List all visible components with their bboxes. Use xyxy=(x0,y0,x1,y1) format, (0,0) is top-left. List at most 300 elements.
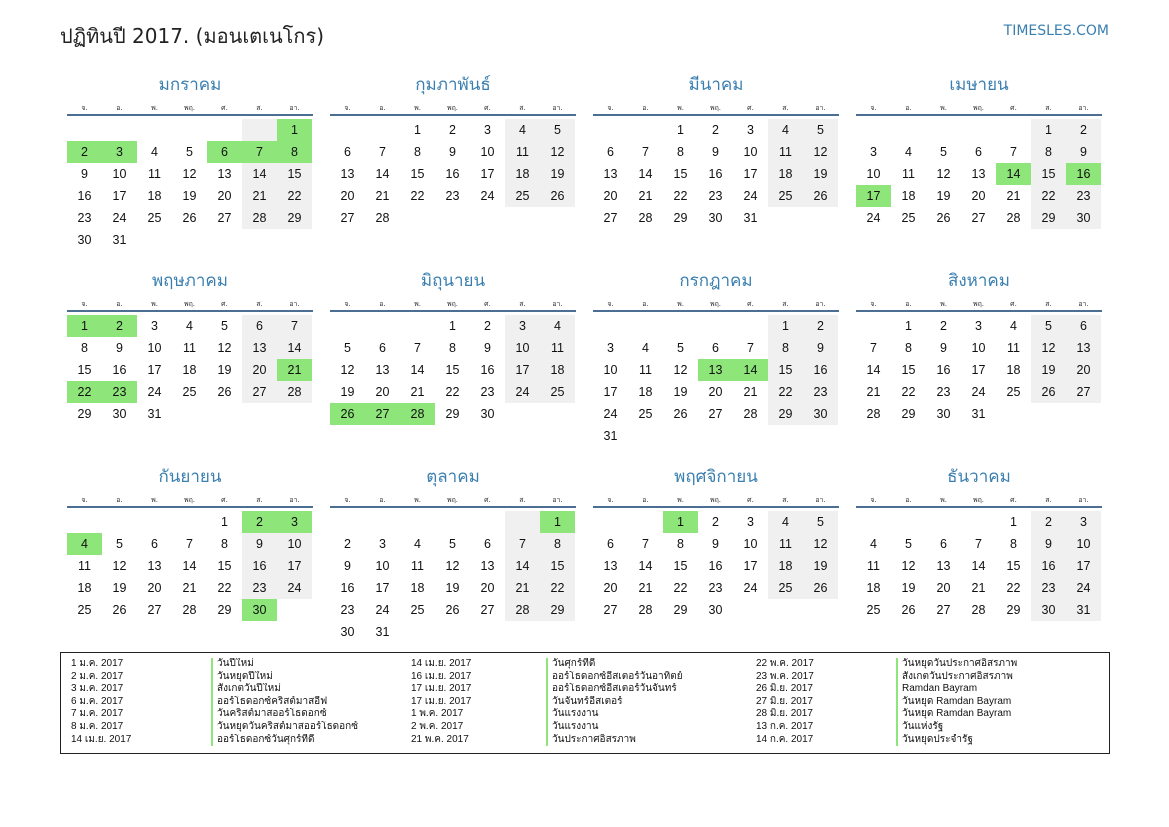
empty-day-cell xyxy=(242,403,277,425)
weekday-label: พ. xyxy=(677,104,684,112)
holiday-name: วันหยุดวันคริสต์มาสออร์โธดอกซ์ xyxy=(211,721,411,734)
day-cell: 14 xyxy=(996,163,1031,185)
day-cell: 29 xyxy=(540,599,575,621)
day-cell: 30 xyxy=(803,403,838,425)
empty-day-cell xyxy=(470,207,505,229)
weekday-label: จ. xyxy=(607,300,614,308)
empty-day-cell xyxy=(663,315,698,337)
day-cell: 8 xyxy=(81,341,88,355)
month-name: ธันวาคม xyxy=(947,467,1011,487)
day-cell: 16 xyxy=(708,559,723,573)
day-cell: 3 xyxy=(870,145,877,159)
weekday-header xyxy=(593,102,839,116)
day-cell: 9 xyxy=(712,537,719,551)
month-calendar xyxy=(856,70,1102,266)
day-cell: 13 xyxy=(603,559,618,573)
empty-day-cell xyxy=(540,403,575,425)
empty-day-cell xyxy=(435,511,470,533)
day-cell: 31 xyxy=(147,407,162,421)
weekday-label: ส. xyxy=(519,496,526,504)
day-cell: 17 xyxy=(277,555,312,577)
day-cell: 15 xyxy=(410,167,425,181)
day-cell: 6 xyxy=(207,141,242,163)
day-cell: 8 xyxy=(677,145,684,159)
empty-day-cell xyxy=(277,403,312,425)
month-name: กรกฎาคม xyxy=(679,271,753,291)
empty-day-cell xyxy=(996,403,1031,425)
weekday-label: จ. xyxy=(81,300,88,308)
weekday-label: ส. xyxy=(1045,496,1052,504)
day-cell: 24 xyxy=(743,189,758,203)
empty-day-cell xyxy=(277,599,312,621)
day-cell: 5 xyxy=(221,319,228,333)
empty-day-cell xyxy=(856,119,891,141)
empty-day-cell xyxy=(856,511,891,533)
day-cell: 7 xyxy=(414,341,421,355)
day-cell: 14 xyxy=(277,337,312,359)
holiday-name: ออร์โธดอกซ์วันศุกร์ที่ดี xyxy=(211,734,411,747)
day-cell: 21 xyxy=(1006,189,1021,203)
weekday-label: ศ. xyxy=(1010,104,1017,112)
day-cell: 22 xyxy=(1031,185,1066,207)
day-cell: 22 xyxy=(410,189,425,203)
day-cell: 21 xyxy=(743,385,758,399)
day-cell: 24 xyxy=(743,581,758,595)
day-cell: 12 xyxy=(445,559,460,573)
day-cell: 2 xyxy=(242,511,277,533)
weekday-label: อา. xyxy=(1078,104,1089,112)
weekday-label: จ. xyxy=(344,300,351,308)
day-cell: 12 xyxy=(901,559,916,573)
day-cell: 16 xyxy=(803,359,838,381)
day-cell: 19 xyxy=(901,581,916,595)
holiday-date: 28 มิ.ย. 2017 xyxy=(756,708,813,720)
day-cell: 28 xyxy=(971,603,986,617)
holiday-date: 16 เม.ย. 2017 xyxy=(411,670,472,682)
day-cell: 15 xyxy=(673,167,688,181)
empty-day-cell xyxy=(277,229,312,251)
month-name: มกราคม xyxy=(158,75,222,95)
holiday-date: 8 ม.ค. 2017 xyxy=(71,720,124,732)
day-cell: 22 xyxy=(768,381,803,403)
day-cell: 2 xyxy=(102,315,137,337)
month-calendar xyxy=(330,266,576,462)
weekday-label: ส. xyxy=(519,104,526,112)
holiday-date: 2 พ.ค. 2017 xyxy=(411,720,464,732)
day-cell: 10 xyxy=(1066,533,1101,555)
day-cell: 30 xyxy=(77,233,92,247)
empty-day-cell xyxy=(628,315,663,337)
empty-day-cell xyxy=(505,511,540,533)
day-cell: 16 xyxy=(936,363,951,377)
weekday-label: ส. xyxy=(782,104,789,112)
day-cell: 5 xyxy=(677,341,684,355)
holiday-name: วันปีใหม่ xyxy=(211,658,411,671)
weekday-label: พฤ. xyxy=(183,300,196,308)
day-cell: 5 xyxy=(1031,315,1066,337)
day-cell: 6 xyxy=(607,537,614,551)
day-cell: 28 xyxy=(400,403,435,425)
day-cell: 13 xyxy=(971,167,986,181)
weekday-header xyxy=(856,494,1102,508)
day-cell: 4 xyxy=(505,119,540,141)
day-grid xyxy=(593,315,839,447)
weekday-label: ส. xyxy=(256,300,263,308)
day-cell: 2 xyxy=(1066,119,1101,141)
day-cell: 29 xyxy=(277,207,312,229)
day-cell: 6 xyxy=(1066,315,1101,337)
weekday-label: อา. xyxy=(1078,300,1089,308)
weekday-label: จ. xyxy=(870,104,877,112)
day-cell: 14 xyxy=(375,167,390,181)
weekday-label: อ. xyxy=(642,104,649,112)
day-cell: 4 xyxy=(67,533,102,555)
day-cell: 5 xyxy=(449,537,456,551)
day-cell: 12 xyxy=(803,533,838,555)
empty-day-cell xyxy=(768,207,803,229)
day-cell: 18 xyxy=(147,189,162,203)
day-cell: 20 xyxy=(480,581,495,595)
day-cell: 28 xyxy=(1006,211,1021,225)
weekday-label: อา. xyxy=(552,104,563,112)
day-cell: 19 xyxy=(340,385,355,399)
day-cell: 16 xyxy=(1031,555,1066,577)
month-calendar xyxy=(593,266,839,462)
empty-day-cell xyxy=(593,511,628,533)
weekday-label: อ. xyxy=(116,300,123,308)
empty-day-cell xyxy=(926,119,961,141)
day-cell: 3 xyxy=(747,515,754,529)
day-cell: 19 xyxy=(803,555,838,577)
holiday-date: 17 เม.ย. 2017 xyxy=(411,683,472,695)
day-cell: 19 xyxy=(112,581,127,595)
month-calendar xyxy=(593,462,839,658)
holiday-name: วันประกาศอิสรภาพ xyxy=(546,734,756,747)
day-cell: 21 xyxy=(505,577,540,599)
day-cell: 9 xyxy=(81,167,88,181)
day-cell: 4 xyxy=(540,315,575,337)
day-cell: 9 xyxy=(1031,533,1066,555)
day-cell: 13 xyxy=(147,559,162,573)
day-cell: 14 xyxy=(638,559,653,573)
day-cell: 16 xyxy=(340,581,355,595)
day-cell: 24 xyxy=(480,189,495,203)
day-cell: 13 xyxy=(340,167,355,181)
day-cell: 28 xyxy=(638,211,653,225)
empty-day-cell xyxy=(172,511,207,533)
day-cell: 3 xyxy=(975,319,982,333)
day-cell: 30 xyxy=(1066,207,1101,229)
month-name: พฤษภาคม xyxy=(151,271,229,291)
day-cell: 21 xyxy=(971,581,986,595)
empty-day-cell xyxy=(435,621,470,643)
weekday-label: อา. xyxy=(815,104,826,112)
day-cell: 22 xyxy=(445,385,460,399)
day-cell: 25 xyxy=(866,603,881,617)
day-cell: 29 xyxy=(1031,207,1066,229)
weekday-label: ส. xyxy=(256,496,263,504)
weekday-label: พฤ. xyxy=(709,104,722,112)
day-grid xyxy=(593,511,839,621)
day-cell: 6 xyxy=(975,145,982,159)
day-cell: 10 xyxy=(375,559,390,573)
day-cell: 2 xyxy=(712,123,719,137)
day-cell: 5 xyxy=(803,511,838,533)
day-cell: 23 xyxy=(1031,577,1066,599)
weekday-label: อ. xyxy=(642,496,649,504)
weekday-label: อา. xyxy=(289,104,300,112)
weekday-label: ศ. xyxy=(221,104,228,112)
day-cell: 5 xyxy=(940,145,947,159)
empty-day-cell xyxy=(330,511,365,533)
day-cell: 17 xyxy=(505,359,540,381)
weekday-label: พ. xyxy=(414,300,421,308)
day-cell: 25 xyxy=(147,211,162,225)
empty-day-cell xyxy=(961,511,996,533)
day-cell: 1 xyxy=(221,515,228,529)
day-cell: 15 xyxy=(1031,163,1066,185)
day-cell: 5 xyxy=(540,119,575,141)
day-cell: 1 xyxy=(540,511,575,533)
day-cell: 16 xyxy=(1066,163,1101,185)
holiday-date: 21 พ.ค. 2017 xyxy=(411,733,469,745)
month-calendar xyxy=(856,462,1102,658)
day-cell: 26 xyxy=(445,603,460,617)
weekday-label: อ. xyxy=(905,300,912,308)
day-cell: 19 xyxy=(182,189,197,203)
day-cell: 13 xyxy=(698,359,733,381)
weekday-label: ศ. xyxy=(1010,300,1017,308)
day-cell: 3 xyxy=(1066,511,1101,533)
empty-day-cell xyxy=(102,511,137,533)
day-cell: 29 xyxy=(901,407,916,421)
weekday-label: จ. xyxy=(81,104,88,112)
day-cell: 26 xyxy=(182,211,197,225)
day-cell: 6 xyxy=(344,145,351,159)
day-cell: 14 xyxy=(505,555,540,577)
holiday-date: 23 พ.ค. 2017 xyxy=(756,670,814,682)
day-cell: 15 xyxy=(673,559,688,573)
holiday-name: ออร์โธดอกซ์คริสต์มาสอีฟ xyxy=(211,696,411,709)
empty-day-cell xyxy=(172,403,207,425)
day-cell: 19 xyxy=(217,363,232,377)
month-name: พฤศจิกายน xyxy=(674,467,758,487)
empty-day-cell xyxy=(137,511,172,533)
weekday-label: อา. xyxy=(815,496,826,504)
holiday-date: 14 เม.ย. 2017 xyxy=(411,658,472,669)
day-cell: 6 xyxy=(484,537,491,551)
day-cell: 29 xyxy=(445,407,460,421)
day-cell: 16 xyxy=(77,189,92,203)
day-cell: 23 xyxy=(1066,185,1101,207)
empty-day-cell xyxy=(330,119,365,141)
empty-day-cell xyxy=(856,315,891,337)
day-cell: 18 xyxy=(638,385,653,399)
empty-day-cell xyxy=(470,511,505,533)
day-cell: 23 xyxy=(77,211,92,225)
day-cell: 7 xyxy=(277,315,312,337)
day-cell: 11 xyxy=(148,167,161,181)
weekday-label: พ. xyxy=(414,104,421,112)
weekday-label: พฤ. xyxy=(446,496,459,504)
day-cell: 20 xyxy=(708,385,723,399)
weekday-header xyxy=(593,494,839,508)
weekday-label: อ. xyxy=(905,104,912,112)
day-cell: 24 xyxy=(971,385,986,399)
weekday-label: ศ. xyxy=(484,300,491,308)
day-cell: 24 xyxy=(1066,577,1101,599)
empty-day-cell xyxy=(540,207,575,229)
weekday-label: พฤ. xyxy=(972,104,985,112)
day-cell: 11 xyxy=(768,533,803,555)
empty-day-cell xyxy=(67,511,102,533)
day-cell: 12 xyxy=(540,141,575,163)
day-cell: 28 xyxy=(277,381,312,403)
day-cell: 7 xyxy=(379,145,386,159)
weekday-label: ส. xyxy=(519,300,526,308)
weekday-label: พ. xyxy=(940,300,947,308)
day-cell: 17 xyxy=(743,167,758,181)
day-cell: 11 xyxy=(1007,341,1020,355)
weekday-label: จ. xyxy=(607,104,614,112)
day-grid xyxy=(856,119,1102,229)
day-cell: 9 xyxy=(712,145,719,159)
holiday-date: 14 เม.ย. 2017 xyxy=(71,733,132,745)
holiday-name: วันศุกร์ที่ดี xyxy=(546,658,756,671)
day-cell: 17 xyxy=(856,185,891,207)
day-cell: 3 xyxy=(277,511,312,533)
day-cell: 22 xyxy=(277,185,312,207)
day-cell: 23 xyxy=(102,381,137,403)
day-grid xyxy=(856,511,1102,621)
day-cell: 10 xyxy=(743,537,758,551)
day-cell: 24 xyxy=(277,577,312,599)
day-cell: 24 xyxy=(112,211,127,225)
day-cell: 23 xyxy=(480,385,495,399)
day-cell: 21 xyxy=(242,185,277,207)
day-cell: 7 xyxy=(747,341,754,355)
weekday-label: พฤ. xyxy=(709,496,722,504)
weekday-label: จ. xyxy=(870,496,877,504)
day-cell: 8 xyxy=(540,533,575,555)
day-cell: 21 xyxy=(638,189,653,203)
day-cell: 2 xyxy=(1031,511,1066,533)
day-cell: 24 xyxy=(505,381,540,403)
month-name: กันยายน xyxy=(158,467,222,487)
day-cell: 9 xyxy=(242,533,277,555)
day-cell: 14 xyxy=(182,559,197,573)
day-cell: 30 xyxy=(112,407,127,421)
day-cell: 1 xyxy=(768,315,803,337)
day-cell: 9 xyxy=(344,559,351,573)
day-cell: 8 xyxy=(414,145,421,159)
weekday-header xyxy=(856,102,1102,116)
holiday-name: วันแห่งรัฐ xyxy=(896,721,1096,734)
weekday-label: ส. xyxy=(782,496,789,504)
day-cell: 4 xyxy=(768,119,803,141)
day-cell: 29 xyxy=(77,407,92,421)
day-cell: 3 xyxy=(102,141,137,163)
day-cell: 18 xyxy=(768,555,803,577)
empty-day-cell xyxy=(172,229,207,251)
day-cell: 16 xyxy=(445,167,460,181)
month-name: ตุลาคม xyxy=(426,467,480,487)
day-cell: 10 xyxy=(603,363,618,377)
day-cell: 6 xyxy=(607,145,614,159)
weekday-header xyxy=(330,494,576,508)
day-cell: 11 xyxy=(639,363,652,377)
day-cell: 28 xyxy=(375,211,390,225)
month-calendar xyxy=(67,70,313,266)
day-cell: 14 xyxy=(638,167,653,181)
weekday-label: อา. xyxy=(552,496,563,504)
day-cell: 5 xyxy=(344,341,351,355)
day-cell: 7 xyxy=(642,145,649,159)
day-cell: 6 xyxy=(242,315,277,337)
day-cell: 26 xyxy=(112,603,127,617)
empty-day-cell xyxy=(400,511,435,533)
day-cell: 20 xyxy=(1066,359,1101,381)
day-cell: 22 xyxy=(673,581,688,595)
holiday-name: วันจันทร์อีสเตอร์ xyxy=(546,696,756,709)
day-cell: 4 xyxy=(642,341,649,355)
day-cell: 25 xyxy=(768,577,803,599)
weekday-label: พฤ. xyxy=(183,496,196,504)
day-cell: 1 xyxy=(1031,119,1066,141)
empty-day-cell xyxy=(628,425,663,447)
weekday-label: พฤ. xyxy=(446,104,459,112)
day-cell: 29 xyxy=(1006,603,1021,617)
month-name: กุมภาพันธ์ xyxy=(415,75,491,95)
day-cell: 23 xyxy=(340,603,355,617)
day-cell: 8 xyxy=(277,141,312,163)
day-cell: 7 xyxy=(505,533,540,555)
empty-day-cell xyxy=(891,119,926,141)
day-cell: 12 xyxy=(112,559,127,573)
day-cell: 17 xyxy=(743,559,758,573)
day-cell: 11 xyxy=(540,337,575,359)
day-cell: 17 xyxy=(147,363,162,377)
weekday-label: ศ. xyxy=(484,496,491,504)
day-cell: 7 xyxy=(1010,145,1017,159)
day-cell: 26 xyxy=(803,185,838,207)
month-calendar xyxy=(593,70,839,266)
day-cell: 1 xyxy=(663,511,698,533)
empty-day-cell xyxy=(593,315,628,337)
day-cell: 14 xyxy=(866,363,881,377)
day-cell: 6 xyxy=(940,537,947,551)
empty-day-cell xyxy=(891,511,926,533)
day-grid xyxy=(330,119,576,229)
day-cell: 24 xyxy=(603,407,618,421)
day-grid xyxy=(67,315,313,425)
day-cell: 26 xyxy=(540,185,575,207)
day-cell: 17 xyxy=(1066,555,1101,577)
site-link[interactable]: TIMESLES.COM xyxy=(1003,23,1109,39)
empty-day-cell xyxy=(1066,403,1101,425)
day-cell: 18 xyxy=(1006,363,1021,377)
day-cell: 31 xyxy=(1066,599,1101,621)
day-cell: 3 xyxy=(505,315,540,337)
holiday-date: 22 พ.ค. 2017 xyxy=(756,658,814,669)
day-cell: 23 xyxy=(242,577,277,599)
empty-day-cell xyxy=(505,403,540,425)
day-cell: 11 xyxy=(768,141,803,163)
holiday-date: 17 เม.ย. 2017 xyxy=(411,695,472,707)
weekday-label: ศ. xyxy=(484,104,491,112)
empty-day-cell xyxy=(698,425,733,447)
empty-day-cell xyxy=(628,511,663,533)
